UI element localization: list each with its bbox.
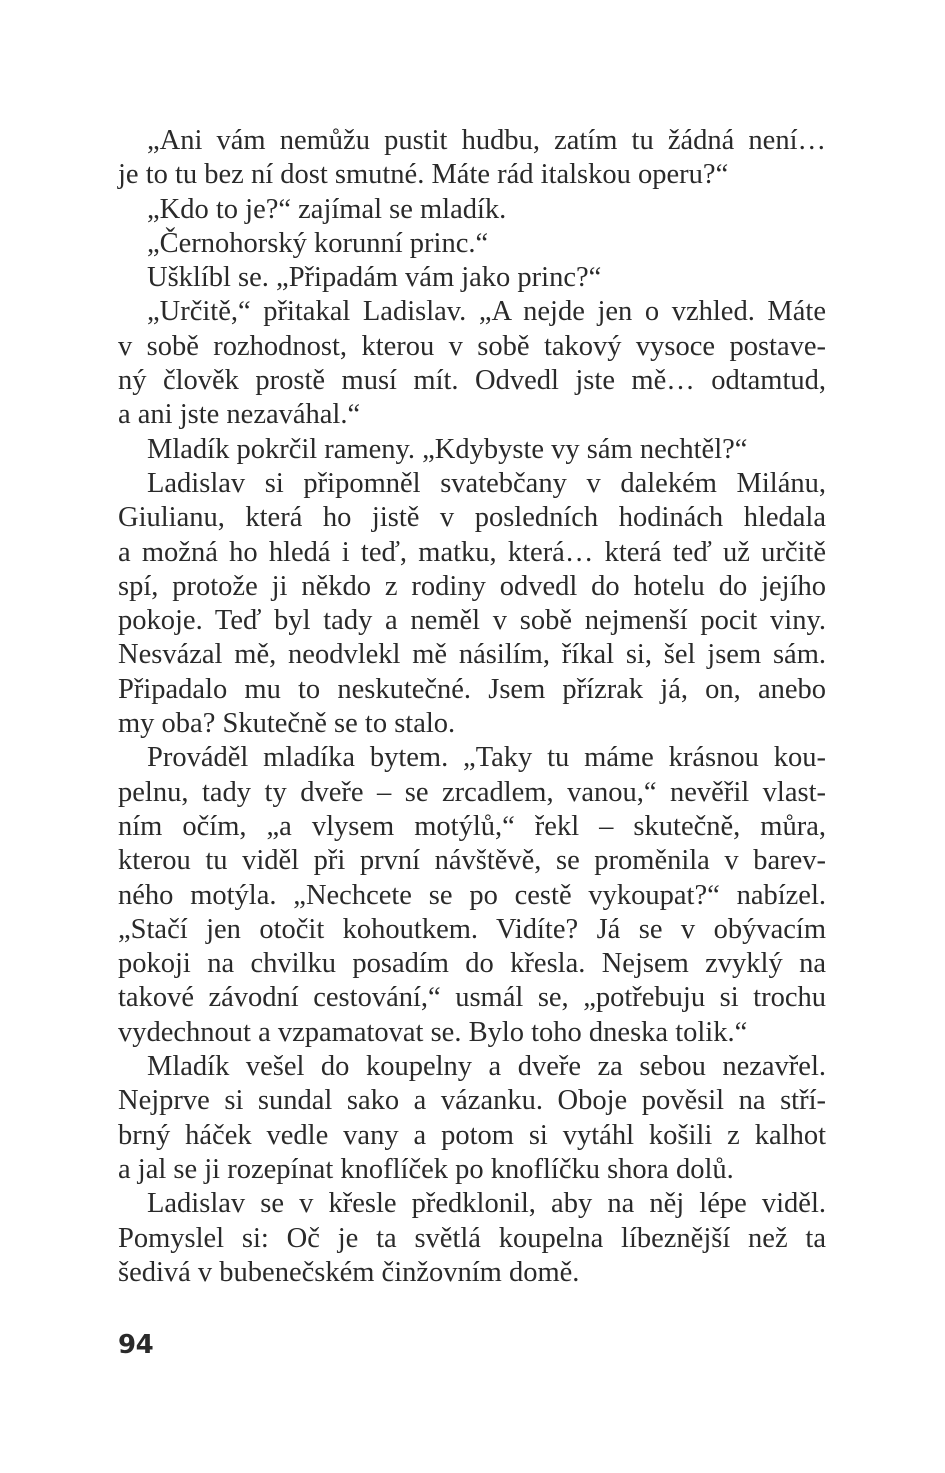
text-line: „Stačí jen otočit kohoutkem. Vidíte? Já se v obývacím — [118, 913, 826, 945]
text-line: Mladík vešel do koupelny a dveře za sebou nezavřel. — [147, 1051, 826, 1083]
text-line: Ušklíbl se. „Připadám vám jako princ?“ — [147, 262, 602, 294]
text-line: my oba? Skutečně se to stalo. — [118, 708, 456, 740]
text-line: „Černohorský korunní princ.“ — [147, 227, 489, 259]
text-line: ním očím, „a vlysem motýlů,“ řekl – skutečně, můra, — [118, 810, 826, 842]
page-body-text — [118, 124, 826, 1290]
text-line: Nejprve si sundal sako a vázanku. Oboje pověsil na stří- — [118, 1085, 826, 1117]
text-line: je to tu bez ní dost smutné. Máte rád italskou operu?“ — [118, 159, 729, 191]
text-line: vydechnout a vzpamatovat se. Bylo toho dneska tolik.“ — [118, 1016, 748, 1048]
text-line: Ladislav se v křesle předklonil, aby na něj lépe viděl. — [147, 1188, 826, 1220]
text-line: „Ani vám nemůžu pustit hudbu, zatím tu žádná není… — [147, 125, 826, 156]
text-line: Ladislav si připomněl svatebčany v dalekém Milánu, — [147, 467, 826, 499]
text-line: a jal se ji rozepínat knoflíček po knoflíčku shora dolů. — [118, 1153, 734, 1185]
text-line: „Kdo to je?“ zajímal se mladík. — [147, 193, 507, 225]
page-number: 94 — [118, 1330, 154, 1360]
text-line: Giulianu, která ho jistě v posledních hodinách hledala — [118, 502, 826, 534]
text-line: pokoji na chvilku posadím do křesla. Nejsem zvyklý na — [118, 948, 826, 980]
text-line: Mladík pokrčil rameny. „Kdybyste vy sám nechtěl?“ — [147, 433, 748, 465]
text-line: pokoje. Teď byl tady a neměl v sobě nejmenší pocit viny. — [118, 605, 826, 637]
text-line: šedivá v bubenečském činžovním domě. — [118, 1256, 580, 1288]
text-line: kterou tu viděl při první návštěvě, se proměnila v barev- — [118, 845, 826, 877]
text-line: takové závodní cestování,“ usmál se, „potřebuju si trochu — [118, 982, 826, 1014]
text-line: v sobě rozhodnost, kterou v sobě takový vysoce postave- — [118, 330, 826, 362]
text-line: ný člověk prostě musí mít. Odvedl jste mě… odtamtud, — [118, 365, 826, 397]
text-line: pelnu, tady ty dveře – se zrcadlem, vanou,“ nevěřil vlast- — [118, 776, 826, 808]
text-line: a možná ho hledá i teď, matku, která… která teď už určitě — [118, 536, 826, 568]
text-line: Nesvázal mě, neodvlekl mě násilím, říkal si, šel jsem sám. — [118, 639, 826, 671]
text-line: spí, protože ji někdo z rodiny odvedl do hotelu do jejího — [118, 570, 826, 602]
text-line: a ani jste nezaváhal.“ — [118, 399, 361, 431]
text-line: Pomyslel si: Oč je ta světlá koupelna líbeznější než ta — [118, 1222, 826, 1254]
text-line: ného motýla. „Nechcete se po cestě vykoupat?“ nabízel. — [118, 879, 826, 911]
text-line: Připadalo mu to neskutečné. Jsem přízrak já, on, anebo — [118, 673, 826, 705]
text-line: Prováděl mladíka bytem. „Taky tu máme krásnou kou- — [147, 742, 826, 774]
text-line: „Určitě,“ přitakal Ladislav. „A nejde jen o vzhled. Máte — [147, 296, 826, 328]
text-line: brný háček vedle vany a potom si vytáhl košili z kalhot — [118, 1119, 826, 1151]
